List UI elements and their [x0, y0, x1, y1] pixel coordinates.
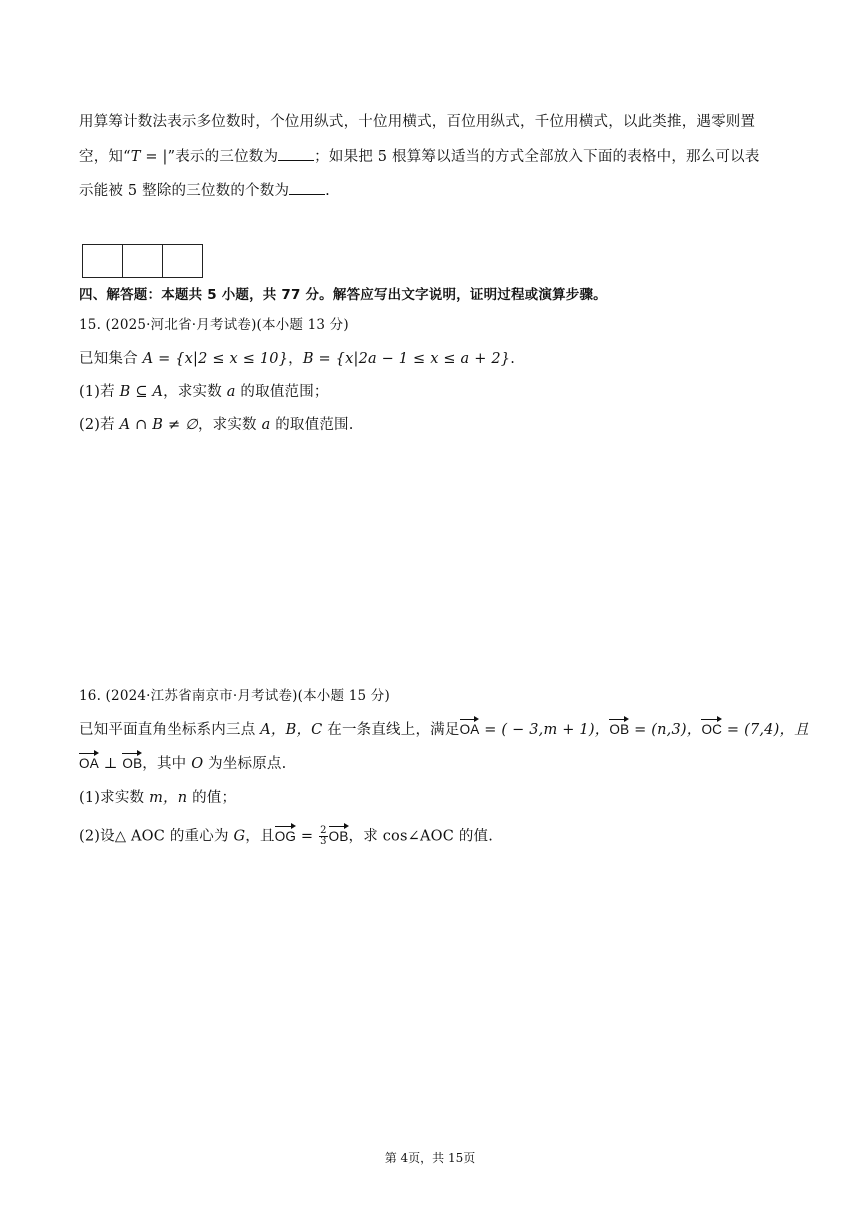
vector-ob: OB: [609, 720, 629, 740]
fraction-numerator: 2: [320, 825, 327, 836]
q16-l1-b: 在一条直线上，满足: [322, 722, 460, 738]
q15-p1-math: B ⊆ A: [119, 384, 164, 400]
centroid-g: G: [233, 828, 246, 845]
intro-text-3b: .: [325, 183, 330, 199]
q16-p1-vars: m，n: [149, 790, 188, 806]
fraction-denominator: 3: [320, 836, 327, 847]
q15-header-text: 15. (2025·河北省·月考试卷)(本小题 13 分): [79, 317, 349, 333]
q16-p2-b: ，且: [245, 828, 275, 845]
perp-symbol: ⊥: [98, 756, 123, 772]
q15-stem-prefix: 已知集合: [79, 351, 143, 367]
q16-part-2: [79, 826, 493, 847]
table-cell-hundreds: [83, 245, 123, 277]
intro-line-2: [79, 146, 760, 167]
q16-oa-value: = ( − 3,m + 1)，: [479, 722, 610, 738]
q15-p1-var: a: [226, 384, 236, 400]
q15-stem: [79, 349, 515, 369]
q16-part-1: [79, 788, 236, 808]
q15-sep: ，: [288, 351, 303, 367]
q16-l2-c: 为坐标原点.: [203, 756, 287, 772]
answer-blank-1: [278, 146, 314, 161]
q15-p1-b: ，求实数: [163, 384, 227, 400]
q15-stem-suffix: .: [510, 351, 516, 367]
intro-text-2b: ”表示的三位数为: [167, 149, 279, 165]
q16-p2-c: ，求 cos∠AOC 的值.: [348, 828, 494, 845]
q15-part-2: [79, 415, 354, 435]
q16-p1-a: (1)求实数: [79, 790, 150, 806]
q15-p2-var: a: [261, 417, 271, 433]
counting-rod-table: [82, 244, 203, 278]
q16-p1-b: 的值；: [187, 790, 237, 806]
q15-p2-b: ，求实数: [197, 417, 262, 433]
intro-text-2a: 空，知“: [79, 149, 131, 165]
q16-oc-value: = (7,4)，且: [722, 722, 809, 738]
set-a: A = {x|2 ≤ x ≤ 10}: [142, 351, 289, 367]
set-b: B = {x|2a − 1 ≤ x ≤ a + 2}: [302, 351, 511, 367]
q16-stem-line-1: [79, 720, 809, 740]
intro-line-1: [79, 112, 755, 132]
vector-ob-2: OB: [122, 754, 142, 774]
vector-oa: OA: [460, 720, 480, 740]
table-cell-ones: [163, 245, 202, 277]
section-heading-text: 四、解答题：本题共 5 小题，共 77 分。解答应写出文字说明，证明过程或演算步骤。: [79, 287, 607, 303]
origin-o: O: [191, 756, 204, 772]
intro-line-3: [79, 180, 330, 201]
fraction-two-thirds: [319, 826, 328, 847]
q16-l2-b: ，其中: [142, 756, 192, 772]
answer-blank-2: [289, 180, 325, 195]
intro-text-1: 用算筹计数法表示多位数时，个位用纵式，十位用横式，百位用纵式，千位用横式，以此类推，遇零则置: [79, 114, 756, 130]
q16-ob-value: = (n,3)，: [629, 722, 702, 738]
q15-p2-c: 的取值范围.: [270, 417, 354, 433]
vector-og: OG: [275, 827, 296, 847]
vector-oa-2: OA: [79, 754, 99, 774]
intro-text-3a: 示能被 5 整除的三位数的个数为: [79, 183, 290, 199]
page-number: 第 4页，共 15页: [384, 1151, 476, 1165]
q16-l1-a: 已知平面直角坐标系内三点: [79, 722, 261, 738]
q15-p2-math: A ∩ B ≠ ∅: [119, 417, 198, 433]
vector-ob-3: OB: [329, 827, 349, 847]
q15-part-1: [79, 382, 329, 402]
equals-sign: =: [296, 828, 319, 845]
page-footer: [0, 1149, 860, 1166]
q15-p1-a: (1)若: [79, 384, 120, 400]
q16-points: A，B，C: [260, 722, 323, 738]
q16-p2-a: (2)设△ AOC 的重心为: [79, 828, 234, 845]
intro-math-t: T = |: [130, 149, 168, 165]
vector-oc: OC: [701, 720, 722, 740]
q16-header: [79, 686, 390, 706]
intro-text-2c: ；如果把 5 根算筹以适当的方式全部放入下面的表格中，那么可以表: [314, 149, 760, 165]
q16-stem-line-2: [79, 754, 286, 774]
q15-header: [79, 315, 349, 335]
q15-p1-c: 的取值范围；: [235, 384, 329, 400]
q16-header-text: 16. (2024·江苏省南京市·月考试卷)(本小题 15 分): [79, 688, 390, 704]
q15-p2-a: (2)若: [79, 417, 120, 433]
table-cell-tens: [123, 245, 163, 277]
section-heading: [79, 285, 607, 305]
